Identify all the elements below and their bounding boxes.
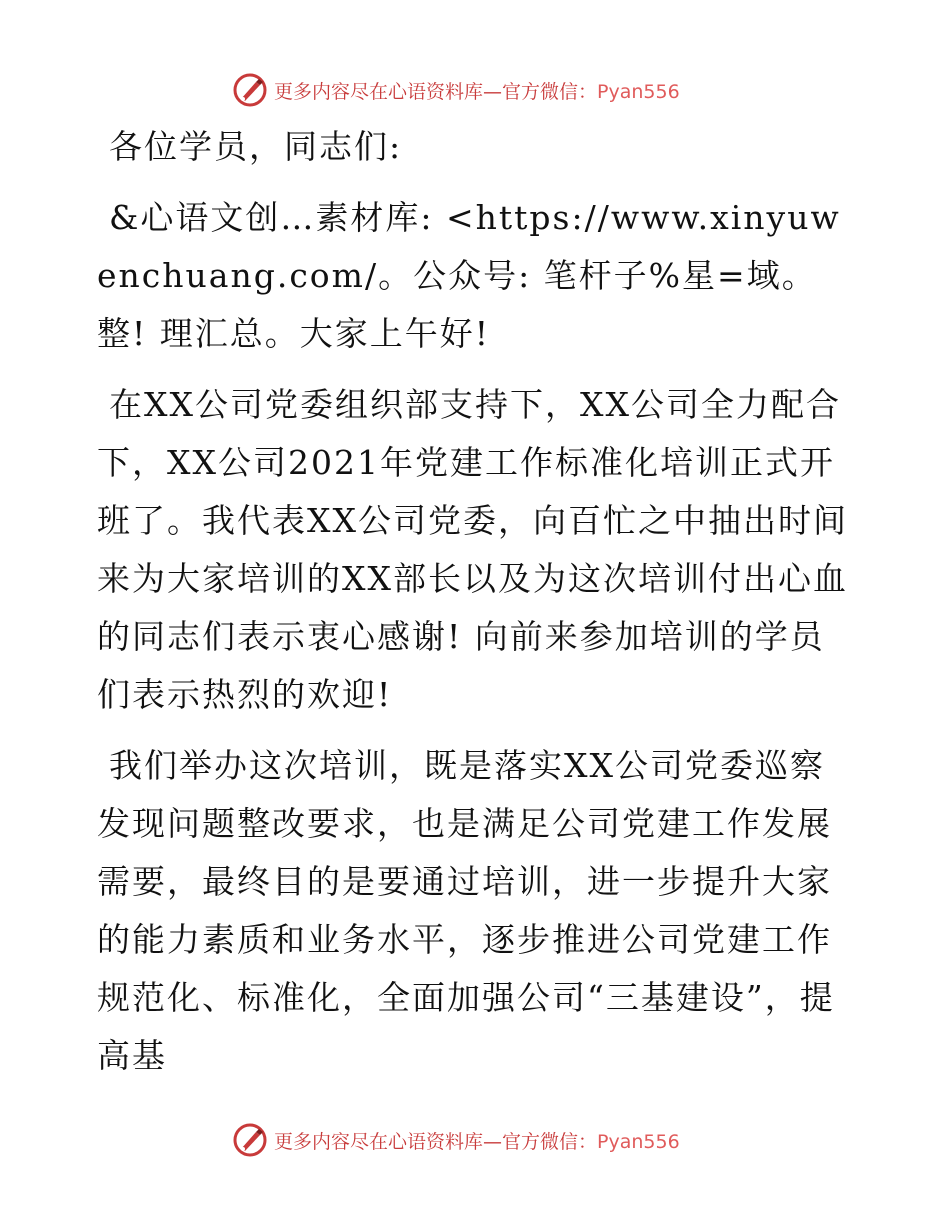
greeting: 各位学员，同志们: [109,127,403,166]
pen-logo-icon [232,72,268,108]
footer-banner-text: 更多内容尽在心语资料库—官方微信：Pyan556 [274,1130,680,1153]
paragraph-2: 在XX公司党委组织部支持下，XX公司全力配合下，XX公司2021年党建工作标准化培训正式开班了。我代表XX公司党委，向百忙之中抽出时间来为大家培训的XX部长以及为这次培训付出心血的同志们表示衷心感谢! 向前来参加培训的学员们表示热烈的欢迎! [97,385,848,714]
header-wechat-id: Pyan556 [597,80,680,103]
paragraph-3: 我们举办这次培训，既是落实XX公司党委巡察发现问题整改要求，也是满足公司党建工作发展需要，最终目的是要通过培训，进一步提升大家的能力素质和业务水平，逐步推进公司党建工作规范化、标准化，全面加强公司“三基建设”，提高基 [97,746,835,1075]
header-banner-text: 更多内容尽在心语资料库—官方微信：Pyan556 [274,80,680,103]
footer-wechat-id: Pyan556 [597,1130,680,1153]
header-banner [232,70,712,110]
paragraph-1: &心语文创…素材库: <https://www.xinyuwenchuang.com/。公众号: 笔杆子%星=域。整! 理汇总。大家上午好! [97,198,841,353]
document-body [97,118,857,1098]
pen-logo-icon [232,1122,268,1158]
footer-banner [232,1120,712,1160]
